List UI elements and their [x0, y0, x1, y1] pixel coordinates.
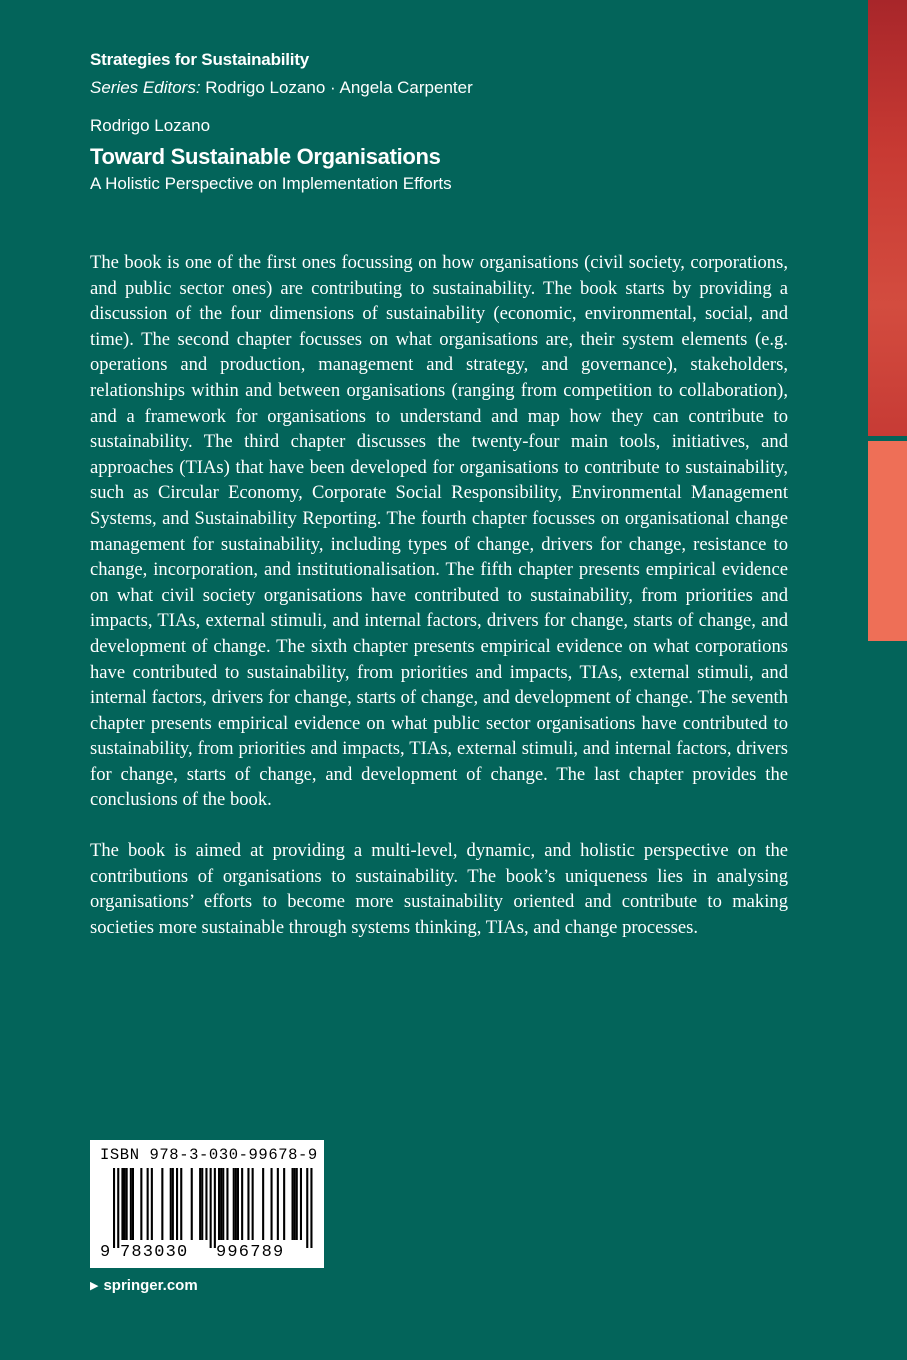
isbn-label: ISBN 978-3-030-99678-9	[100, 1146, 318, 1164]
barcode-bar	[218, 1168, 220, 1240]
barcode-bar	[241, 1168, 243, 1240]
book-title: Toward Sustainable Organisations	[90, 144, 441, 169]
cover-header	[90, 48, 830, 196]
barcode-bar	[201, 1168, 203, 1240]
series-editors-names: Rodrigo Lozano · Angela Carpenter	[205, 78, 473, 97]
barcode-bar	[172, 1168, 174, 1240]
barcode-bar	[113, 1168, 115, 1248]
barcode-bar	[151, 1168, 153, 1240]
barcode-bar	[140, 1168, 142, 1240]
isbn-barcode	[90, 1140, 324, 1268]
barcode-bar	[132, 1168, 134, 1240]
barcode-left-digits: 783030	[120, 1243, 189, 1262]
barcode-bar	[277, 1168, 279, 1240]
barcode-bar	[271, 1168, 273, 1240]
barcode-bar	[310, 1168, 312, 1248]
book-subtitle: A Holistic Perspective on Implementation Efforts	[90, 174, 452, 193]
barcode-bar	[214, 1168, 216, 1248]
triangle-right-icon: ▶	[90, 1280, 99, 1292]
series-title: Strategies for Sustainability	[90, 50, 310, 69]
barcode-bar	[220, 1168, 222, 1240]
barcode-bar	[283, 1168, 285, 1240]
barcode-bar	[124, 1168, 126, 1240]
barcode-bar	[233, 1168, 235, 1240]
barcode-bar	[252, 1168, 254, 1240]
barcode-right-digits: 996789	[216, 1243, 285, 1262]
barcode-bar	[161, 1168, 163, 1240]
series-editors	[90, 76, 830, 100]
barcode-bar	[306, 1168, 308, 1248]
barcode-bar	[205, 1168, 207, 1240]
barcode-bar	[170, 1168, 172, 1240]
blurb-paragraph-2: The book is aimed at providing a multi-level, dynamic, and holistic perspective on the contributions of organisations to sustainability. The book’s uniqueness lies in analysing organisations’ efforts to become more sustainability oriented and contribute to making societies more sustainable through systems thinking, TIAs, and change processes.	[90, 840, 788, 938]
barcode-bar	[121, 1168, 123, 1240]
barcode-lead-digit: 9	[100, 1243, 111, 1262]
spine-accent-stripe-orange	[868, 441, 907, 641]
series-editors-label: Series Editors:	[90, 78, 201, 97]
author-name: Rodrigo Lozano	[90, 116, 211, 135]
blurb-paragraph-1: The book is one of the first ones focussing on how organisations (civil society, corporations, and public sector ones) are contributing to sustainability. The book starts by providing a discussion of the four dimensions of sustainability (economic, environmental, social, and time). The second chapter focusses on what organisations are, their system elements (e.g. operations and production, management and strategy, and governance), stakeholders, relationships within and between organisations (ranging from competition to collaboration), and a framework for organisations to understand and map how they can contribute to sustainability. The third chapter discusses the twenty-four main tools, initiatives, and approaches (TIAs) that have been developed for organisations to contribute to sustainability, such as Circular Economy, Corporate Social Responsibility, Environmental Management Systems, and Sustainability Reporting. The fourth chapter focusses on organisational change management for sustainability, including types of change, drivers for change, resistance to change, incorporation, and institutionalisation. The fifth chapter presents empirical evidence on what civil society organisations have contributed to sustainability, from priorities and impacts, TIAs, external stimuli, and internal factors, drivers for change, starts of change, and development of change. The sixth chapter presents empirical evidence on what corporations have contributed to sustainability, from priorities and impacts, TIAs, external stimuli, and internal factors, drivers for change, starts of change, and development of change. The seventh chapter presents empirical evidence on what public sector organisations have contributed to sustainability, from priorities and impacts, TIAs, external stimuli, and internal factors, drivers for change, starts of change, and development of change. The last chapter provides the conclusions of the book.	[90, 252, 788, 811]
barcode-bar	[247, 1168, 249, 1240]
barcode-bar	[292, 1168, 294, 1240]
barcode-bar	[294, 1168, 296, 1240]
barcode-bar	[180, 1168, 182, 1240]
barcode-bar	[210, 1168, 212, 1248]
publisher-link[interactable]	[90, 1276, 198, 1296]
barcode-bar	[235, 1168, 237, 1240]
barcode-bar	[126, 1168, 128, 1240]
barcode-bars	[90, 1168, 324, 1248]
barcode-bar	[199, 1168, 201, 1240]
barcode-bar	[147, 1168, 149, 1240]
barcode-bar	[176, 1168, 178, 1240]
barcode-bar	[237, 1168, 239, 1240]
barcode-bar	[222, 1168, 224, 1240]
barcode-bar	[296, 1168, 298, 1240]
barcode-bar	[191, 1168, 193, 1240]
barcode-bar	[300, 1168, 302, 1240]
back-cover-blurb	[90, 250, 788, 965]
barcode-bar	[226, 1168, 228, 1240]
barcode-bar	[117, 1168, 119, 1248]
barcode-bar	[130, 1168, 132, 1240]
barcode-bar	[262, 1168, 264, 1240]
publisher-url: springer.com	[103, 1277, 198, 1294]
spine-accent-stripe-red	[868, 0, 907, 436]
